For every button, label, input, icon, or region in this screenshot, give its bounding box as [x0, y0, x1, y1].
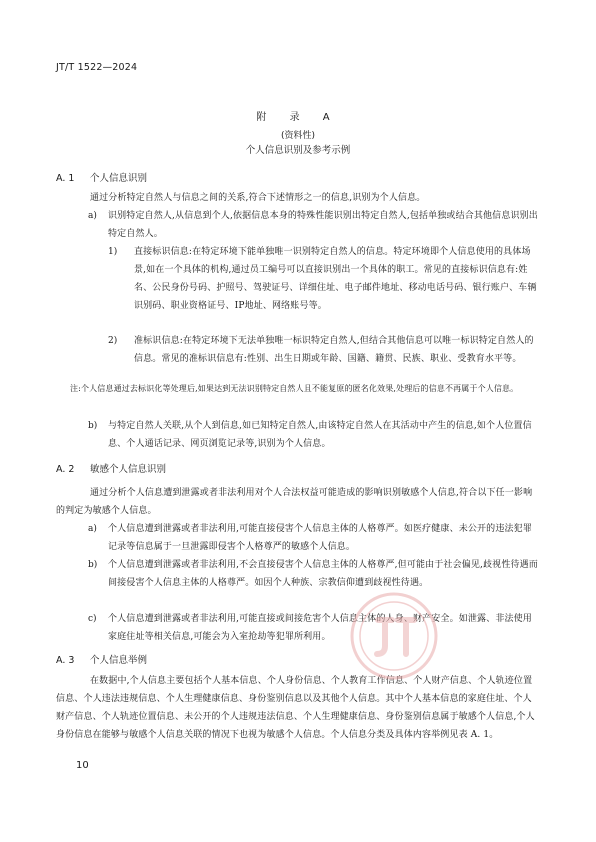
section-heading-a1 — [56, 170, 147, 184]
list-item-text: 与特定自然人关联,从个人到信息,如已知特定自然人,由该特定自然人在其活动中产生的信息,如个人位置信息、个人通话记录、网页浏览记录等,识别为个人信息。 — [108, 421, 532, 449]
list-label: b) — [88, 421, 98, 431]
section-number: A. 3 — [56, 655, 75, 666]
section-title: 敏感个人信息识别 — [90, 464, 167, 475]
list-label: b) — [88, 560, 98, 570]
appendix-subtitle: 个人信息识别及参考示例 — [245, 145, 351, 156]
sublist-item-text: 直接标识信息:在特定环境下能单独唯一识别特定自然人的信息。特定环境即个人信息使用的具体场景,如在一个具体的机构,通过员工编号可以直接识别出一个具体的职工。常见的直接标识信息有:姓名、公民身份号码、护照号、驾驶证号、详细住址、电子邮件地址、移动电话号码、银行账户、车辆识别码、职业资格证号、IP地址、网络账号等。 — [134, 247, 537, 311]
list-label: a) — [88, 211, 97, 221]
list-item-text: 个人信息遭到泄露或者非法利用,可能直接或间接危害个人信息主体的人身、财产安全。如泄露、非法使用家庭住址等相关信息,可能会为入室抢劫等犯罪所利用。 — [108, 614, 532, 642]
sublist-item-text: 准标识信息:在特定环境下无法单独唯一标识特定自然人,但结合其他信息可以唯一标识特定自然人的信息。常见的准标识信息有:性别、出生日期或年龄、国籍、籍贯、民族、职业、受教育水平等。 — [134, 336, 534, 364]
standard-code-header: JT/T 1522—2024 — [56, 62, 138, 73]
section-title: 个人信息举例 — [90, 655, 148, 666]
section-heading-a3 — [56, 652, 147, 666]
sublist-label: 1) — [108, 247, 118, 257]
section-heading-a2 — [56, 461, 166, 475]
list-label: c) — [88, 614, 97, 624]
list-item-text: 识别特定自然人,从信息到个人,依据信息本身的特殊性能识别出特定自然人,包括单独或结合其他信息识别出特定自然人。 — [108, 211, 538, 239]
list-item-text: 个人信息遭到泄露或者非法利用,不会直接侵害个人信息主体的人格尊严,但可能由于社会偏见,歧视性待遇而间接侵害个人信息主体的人格尊严。如因个人种族、宗教信仰遭到歧视性待遇。 — [108, 560, 538, 588]
section-number: A. 2 — [56, 464, 75, 475]
sublist-label: 2) — [108, 336, 118, 346]
page-number: 10 — [76, 760, 89, 771]
note-text: 注:个人信息通过去标识化等处理后,如果达到无法识别特定自然人且不能复原的匿名化效果,处理后的信息不再属于个人信息。 — [70, 384, 519, 393]
paragraph: 通过分析特定自然人与信息之间的关系,符合下述情形之一的信息,识别为个人信息。 — [90, 193, 426, 203]
list-label: a) — [88, 524, 97, 534]
jt-watermark-seal-icon — [348, 590, 440, 682]
appendix-nature: (资料性) — [280, 131, 316, 141]
paragraph: 在数据中,个人信息主要包括个人基本信息、个人身份信息、个人教育工作信息、个人财产信息、个人轨迹位置信息、个人违法违规信息、个人生理健康信息、身份鉴别信息以及其他个人信息。其中个人基本信息的家庭住址、个人财产信息、个人轨迹位置信息、未公开的个人违规违法信息、个人生理健康信息、身份鉴别信息属于敏感个人信息,个人身份信息在能够与敏感个人信息关联的情况下也视为敏感个人信息。个人信息分类及具体内容举例见表 A. 1。 — [56, 676, 535, 740]
section-title: 个人信息识别 — [90, 173, 148, 184]
list-item-text: 个人信息遭到泄露或者非法利用,可能直接侵害个人信息主体的人格尊严。如医疗健康、未公开的违法犯罪记录等信息属于一旦泄露即侵害个人格尊严的敏感个人信息。 — [108, 524, 532, 552]
appendix-title: 附 录 A — [256, 112, 340, 123]
paragraph: 通过分析个人信息遭到泄露或者非法利用对个人合法权益可能造成的影响识别敏感个人信息,符合以下任一影响的判定为敏感个人信息。 — [56, 488, 533, 516]
section-number: A. 1 — [56, 173, 75, 184]
